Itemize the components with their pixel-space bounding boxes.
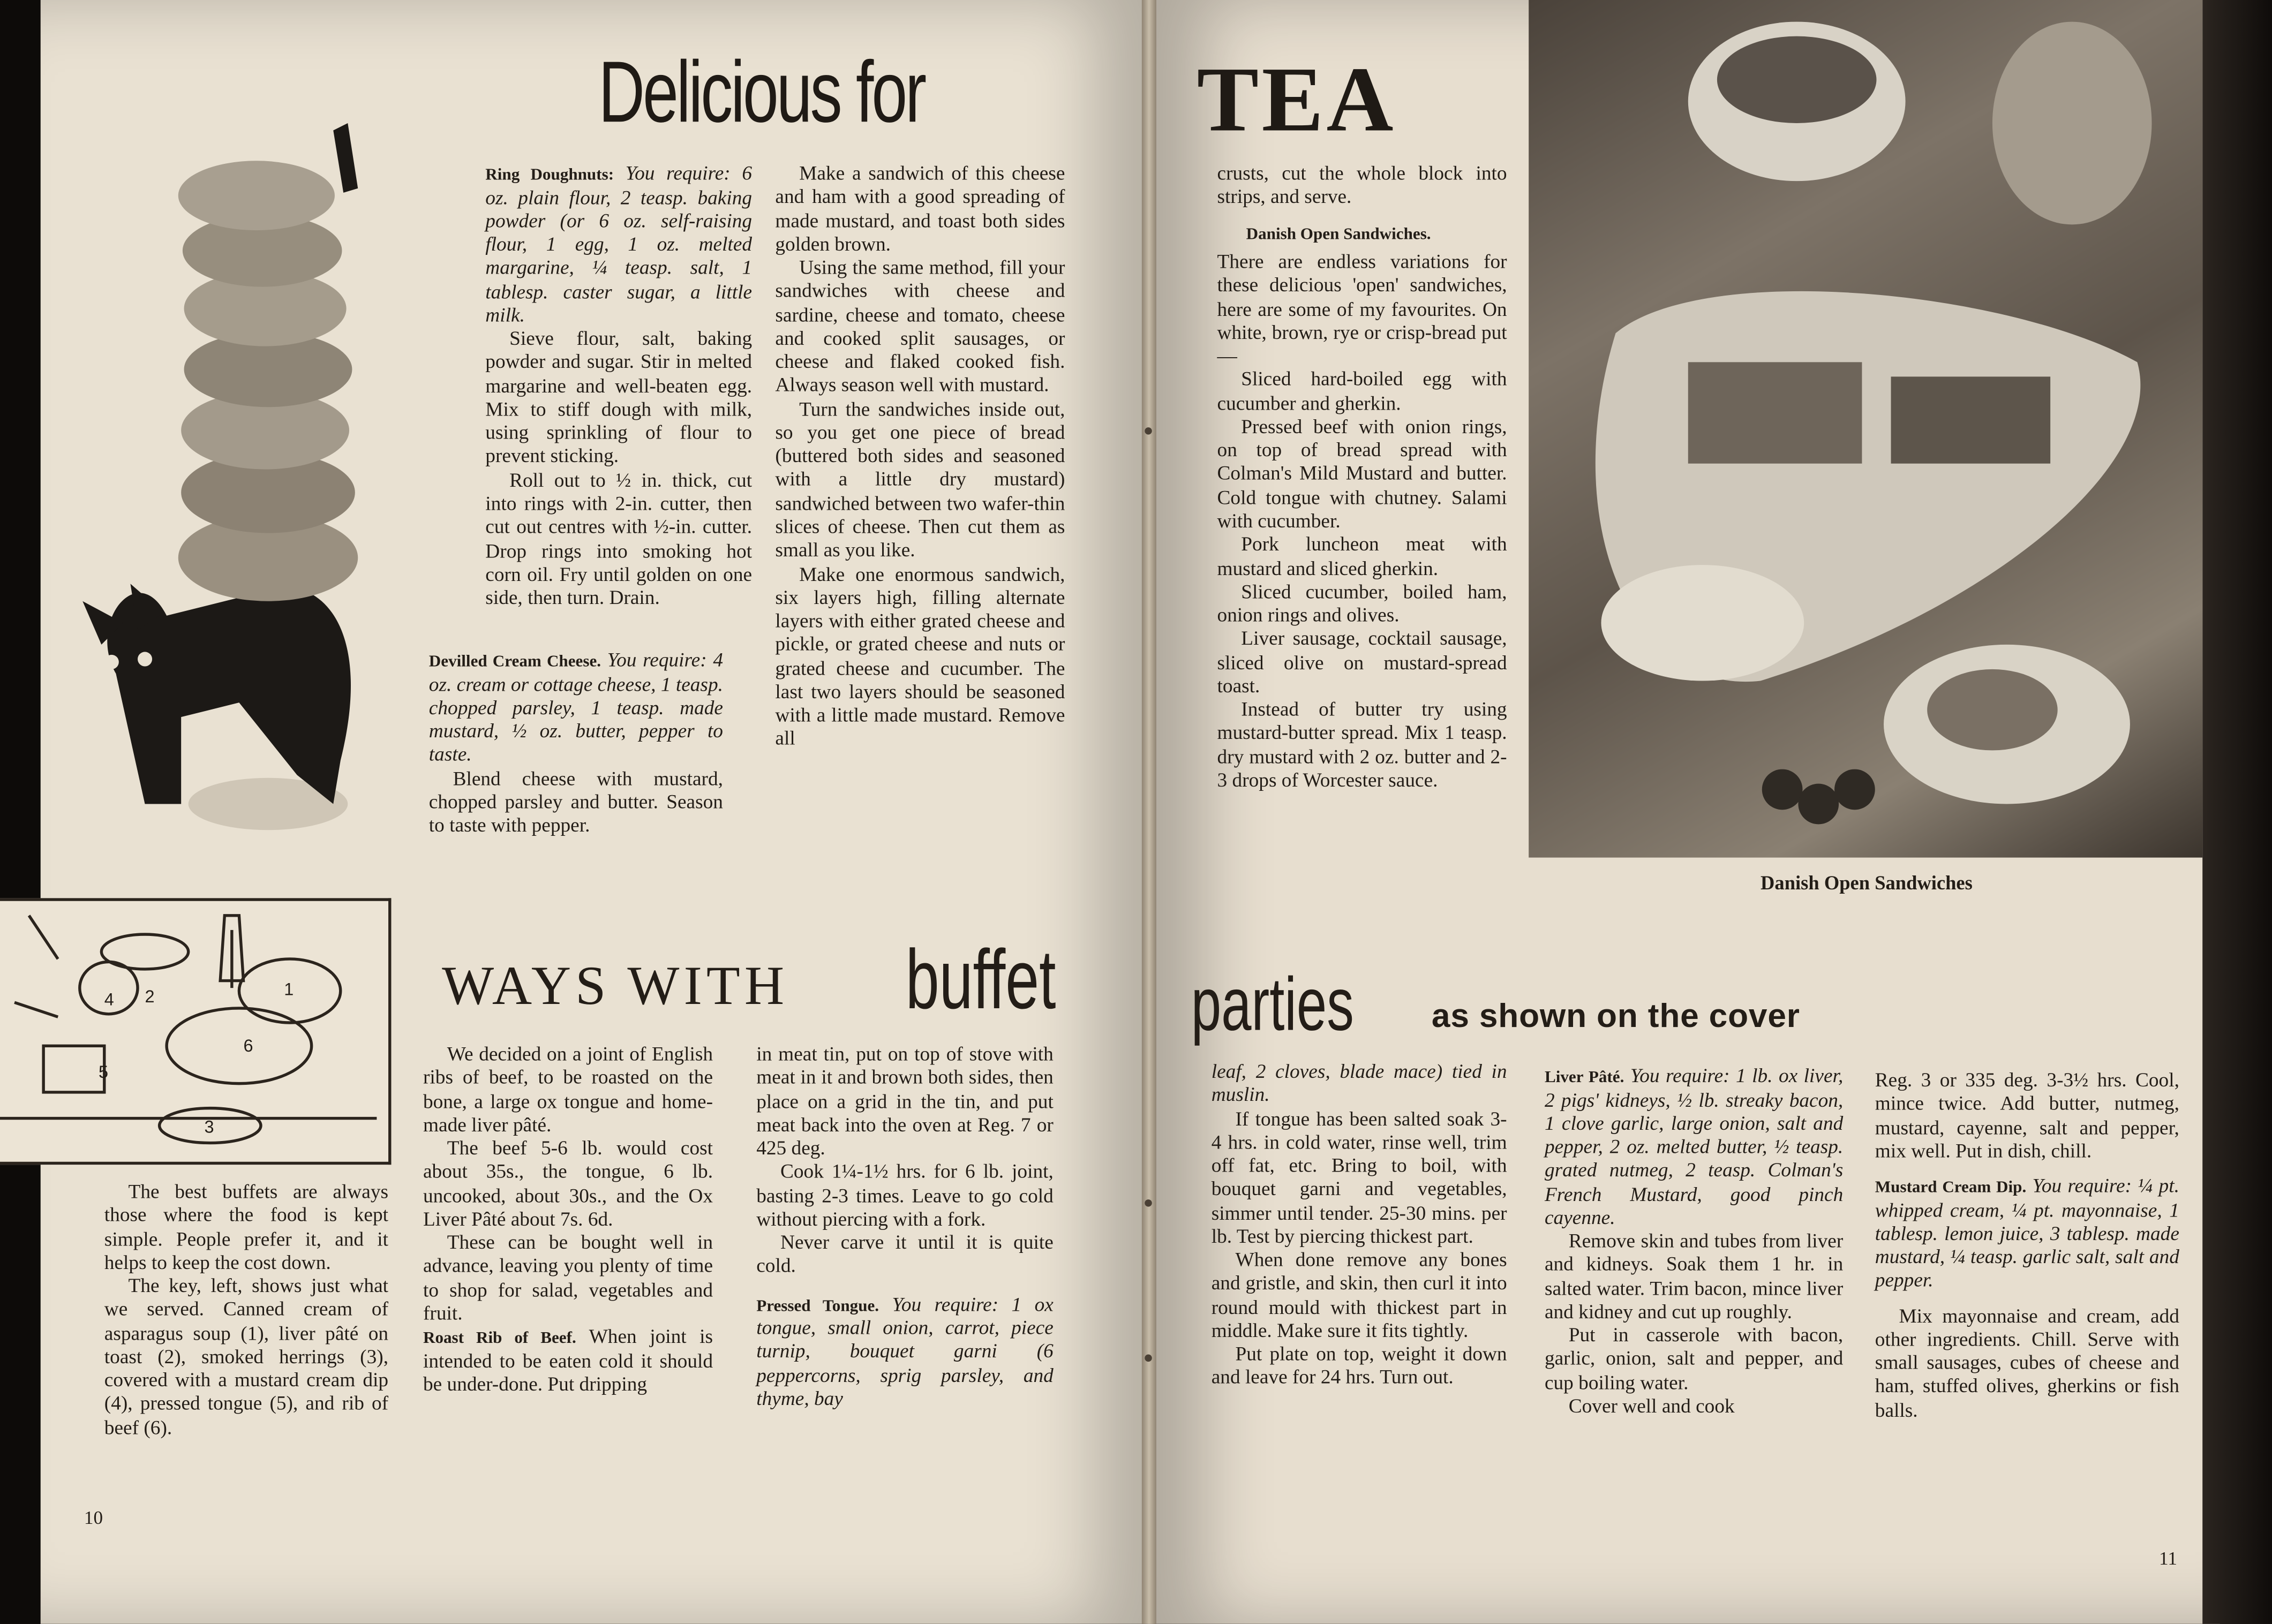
photo-food-shapes <box>1529 0 2202 858</box>
paragraph: Turn the sandwiches inside out, so you get one piece of bread (buttered both sides and seasoned with a little dry mustard) sandwiched between two wafer-thin slices of cheese. Then cut them as small as you like. <box>775 398 1065 561</box>
key-number-5: 5 <box>98 1062 109 1082</box>
danish-sandwiches-photo <box>1529 0 2202 858</box>
paragraph: If tongue has been salted soak 3-4 hrs. in cold water, rinse well, trim off fat, etc. Bring to boil, with bouquet garni and vegetables, simmer until tender. 25-30 mins. per lb. Test by piercing thickest part. <box>1211 1107 1507 1247</box>
paragraph: Reg. 3 or 335 deg. 3-3½ hrs. Cool, mince twice. Add butter, nutmeg, mustard, cayenne, salt and pepper, mix well. Put in dish, chill. <box>1875 1069 2179 1162</box>
danish-open-sandwiches-heading: Danish Open Sandwiches. <box>1246 225 1431 243</box>
tea-column-1-lower <box>429 649 723 838</box>
paragraph: When done remove any bones and gristle, and skin, then curl it into round mould with thickest part in middle. Make sure it fits tightly. <box>1211 1249 1507 1341</box>
key-number-3: 3 <box>204 1117 214 1137</box>
paragraph: Put plate on top, weight it down and leave for 24 hrs. Turn out. <box>1211 1343 1507 1388</box>
liver-pate-heading: Liver Pâté. <box>1544 1069 1624 1087</box>
devilled-cream-cheese-ingredients: Devilled Cream Cheese. You require: 4 oz. cream or cottage cheese, 1 teasp. chopped parsley, 1 teasp. made mustard, ½ oz. butter, pepper to taste. <box>428 649 724 766</box>
tea-column-2 <box>775 162 1065 751</box>
page-number-right: 11 <box>2159 1547 2177 1569</box>
roast-rib-of-beef-heading: Roast Rib of Beef. <box>423 1330 576 1348</box>
paragraph: Pork luncheon meat with mustard and sliced gherkin. <box>1217 533 1507 579</box>
buffet-column-4 <box>1212 1060 1507 1390</box>
pressed-tongue-heading: Pressed Tongue. <box>756 1297 879 1315</box>
ring-doughnuts-heading: Ring Doughnuts: <box>485 167 614 184</box>
paragraph: Put in casserole with bacon, garlic, onion, salt and pepper, and cup boiling water. <box>1544 1324 1844 1393</box>
paragraph: Sliced cucumber, boiled ham, onion rings and olives. <box>1217 580 1507 626</box>
key-number-2: 2 <box>145 987 155 1007</box>
paragraph: in meat tin, put on top of stove with meat in it and brown both sides, then place on a grid in the tin, and put meat back into the oven at Reg. 7 or 425 deg. <box>756 1043 1054 1159</box>
right-edge-shadow <box>2202 0 2272 1624</box>
paragraph: crusts, cut the whole block into strips, and serve. <box>1217 162 1507 208</box>
key-number-4: 4 <box>104 989 114 1009</box>
key-number-6: 6 <box>243 1036 253 1056</box>
paragraph: The key, left, shows just what we served. Canned cream of asparagus soup (1), liver pâté on toast (2), smoked herrings (3), covered with a mustard cream dip (4), pressed tongue (5), and rib of beef (6). <box>104 1274 389 1438</box>
paragraph: Make one enormous sandwich, six layers high, filling alternate layers with either grated cheese and pickle, or grated cheese and nuts or grated cheese and cucumber. The last two layers should be seasoned with a little made mustard. Remove all <box>775 563 1065 750</box>
paragraph: Cover well and cook <box>1568 1395 1735 1417</box>
title-parties: parties <box>1191 963 1354 1048</box>
background-edge <box>0 0 41 1624</box>
paragraph: leaf, 2 cloves, blade mace) tied in muslin. <box>1211 1060 1507 1106</box>
title-ways-with: WAYS WITH <box>442 956 789 1017</box>
mustard-cream-dip-heading: Mustard Cream Dip. <box>1875 1179 2027 1197</box>
tea-column-1 <box>485 162 752 610</box>
paragraph: Blend cheese with mustard, chopped parsley and butter. Season to taste with pepper. <box>428 767 723 836</box>
paragraph: Using the same method, fill your sandwiches with cheese and sardine, cheese and tomato, cheese and cooked split sausages, or cheese and flaked cooked fish. Always season well with mustard. <box>775 256 1065 396</box>
roast-rib-of-beef: Roast Rib of Beef. When joint is intended to be eaten cold it should be under-done. Put dripping <box>423 1325 713 1395</box>
paragraph: The best buffets are always those where the food is kept simple. People prefer it, and it helps to keep the cost down. <box>104 1180 389 1273</box>
paragraph: We decided on a joint of English ribs of beef, to be roasted on the bone, a large ox tongue and home-made liver pâté. <box>423 1043 713 1136</box>
pressed-tongue-ingredients: Pressed Tongue. You require: 1 ox tongue, small onion, carrot, piece turnip, bouquet garni (6 peppercorns, sprig parsley, and thyme, bay <box>756 1293 1054 1410</box>
buffet-key-diagram <box>0 898 391 1165</box>
buffet-column-6 <box>1875 1069 2179 1423</box>
title-buffet: buffet <box>905 933 1056 1028</box>
page-number-left: 10 <box>84 1506 103 1529</box>
title-tea: TEA <box>1197 48 1396 151</box>
photo-caption: Danish Open Sandwiches <box>1761 872 1973 894</box>
subtitle-as-shown-on-cover: as shown on the cover <box>1431 996 1800 1034</box>
paragraph: The beef 5-6 lb. would cost about 35s., the tongue, 6 lb. uncooked, about 30s., and the Ox Liver Pâté about 7s. 6d. <box>423 1137 713 1230</box>
paragraph: Cook 1¼-1½ hrs. for 6 lb. joint, basting 2-3 times. Leave to go cold without piercing with a fork. <box>756 1160 1054 1230</box>
key-number-1: 1 <box>284 979 294 999</box>
paragraph: Mix mayonnaise and cream, add other ingredients. Chill. Serve with small sausages, cubes of cheese and ham, stuffed olives, gherkins or fish balls. <box>1875 1304 2179 1421</box>
buffet-column-5 <box>1545 1064 1843 1418</box>
buffet-column-3 <box>756 1043 1054 1411</box>
buffet-table-sketch <box>0 901 386 1156</box>
buffet-column-2 <box>423 1043 713 1397</box>
doughnut-stack-cat-illustration <box>80 123 442 848</box>
paragraph: Make a sandwich of this cheese and ham with a good spreading of made mustard, and toast both sides golden brown. <box>775 162 1065 255</box>
staple-hole <box>1145 1355 1152 1362</box>
liver-pate-ingredients: Liver Pâté. You require: 1 lb. ox liver, 2 pigs' kidneys, ½ lb. streaky bacon, 1 clove garlic, large onion, salt and pepper, 2 oz. melted butter, ½ teasp. grated nutmeg, 2 teasp. Colman's French Mustard, good pinch cayenne. <box>1544 1064 1844 1228</box>
staple-hole <box>1145 427 1152 435</box>
tea-column-3 <box>1217 162 1507 792</box>
buffet-column-1 <box>104 1181 388 1440</box>
ring-doughnuts-ingredients: Ring Doughnuts: You require: 6 oz. plain flour, 2 teasp. baking powder (or 6 oz. self-raising flour, 1 egg, 1 oz. melted margarine, ¼ teasp. salt, 1 tablesp. caster sugar, a little milk. <box>485 162 753 326</box>
page-gutter <box>1142 0 1156 1624</box>
title-delicious-for: Delicious for <box>598 43 925 141</box>
paragraph: Sieve flour, salt, baking powder and sugar. Stir in melted margarine and well-beaten egg. Mix to stiff dough with milk, using sprinkling of flour to prevent sticking. <box>485 327 753 467</box>
paragraph: Liver sausage, cocktail sausage, sliced olive on mustard-spread toast. <box>1217 628 1507 697</box>
mustard-cream-dip-ingredients: Mustard Cream Dip. You require: ¼ pt. whipped cream, ¼ pt. mayonnaise, 1 tablesp. lemon juice, 3 tablesp. made mustard, ¼ teasp. garlic salt, salt and pepper. <box>1875 1175 2179 1291</box>
staple-hole <box>1145 1199 1152 1207</box>
paragraph: These can be bought well in advance, leaving you plenty of time to shop for salad, vegetables and fruit. <box>423 1231 713 1324</box>
paragraph: Instead of butter try using mustard-butter spread. Mix 1 teasp. dry mustard with 2 oz. butter and 2-3 drops of Worcester sauce. <box>1217 698 1507 791</box>
paragraph: Remove skin and tubes from liver and kidneys. Soak them 1 hr. in salted water. Trim bacon, mince liver and kidney and cut up roughly. <box>1544 1230 1844 1323</box>
paragraph: There are endless variations for these delicious 'open' sandwiches, here are some of my favourites. On white, brown, rye or crisp-bread put— <box>1217 251 1507 367</box>
devilled-cream-cheese-heading: Devilled Cream Cheese. <box>428 653 601 671</box>
paragraph: Never carve it until it is quite cold. <box>756 1231 1054 1277</box>
paragraph: Roll out to ½ in. thick, cut into rings with 2-in. cutter, then cut out centres with ½-in. cutter. Drop rings into smoking hot corn oil. Fry until golden on one side, then turn. Drain. <box>485 469 753 609</box>
paragraph: Pressed beef with onion rings, on top of bread spread with Colman's Mild Mustard and butter. Cold tongue with chutney. Salami with cucumber. <box>1217 416 1507 532</box>
paragraph: Sliced hard-boiled egg with cucumber and gherkin. <box>1217 368 1507 414</box>
